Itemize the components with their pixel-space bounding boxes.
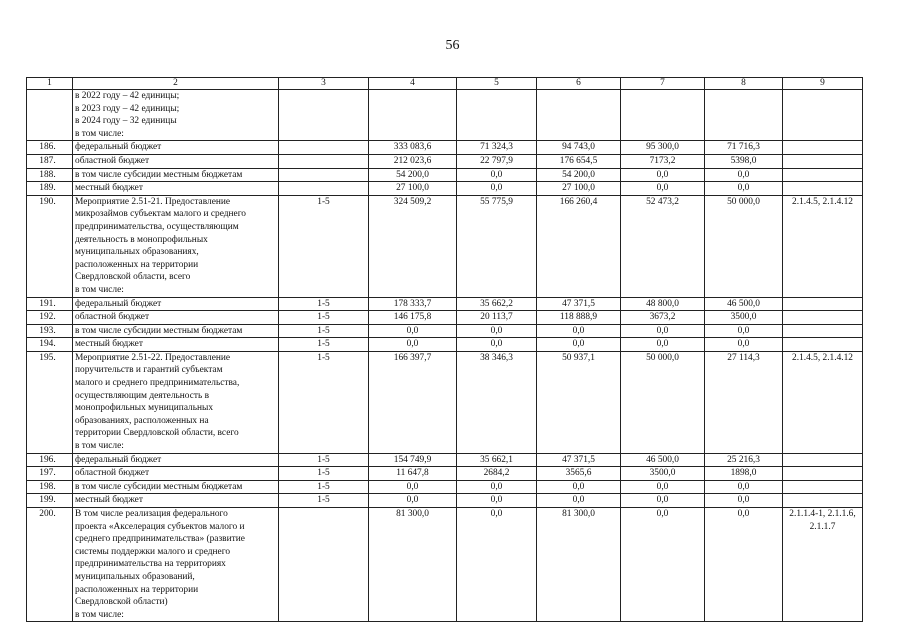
table-row	[27, 351, 863, 453]
description-line: муниципальных образованиях,	[75, 247, 199, 258]
table-row	[27, 467, 863, 481]
reference-cell	[783, 297, 863, 311]
reference-line: 2.1.4.5, 2.1.4.12	[792, 352, 853, 363]
table-row	[27, 508, 863, 622]
value-cell-col6: 50 937,1	[537, 351, 621, 453]
value-cell-col7: 50 000,0	[621, 351, 705, 453]
value-cell-col6: 118 888,9	[537, 311, 621, 325]
value-cell-col7: 3500,0	[621, 467, 705, 481]
value-cell-total: 324 509,2	[369, 195, 457, 297]
reference-cell	[783, 508, 863, 622]
table-row	[27, 90, 863, 141]
description-line: федеральный бюджет	[75, 298, 162, 309]
description-line: образованиях, расположенных на	[75, 415, 209, 426]
code-cell: 1-5	[279, 324, 369, 338]
reference-cell	[783, 168, 863, 182]
value-cell-col7: 0,0	[621, 168, 705, 182]
value-cell-col6: 27 100,0	[537, 182, 621, 196]
reference-cell	[783, 351, 863, 453]
column-header: 9	[783, 78, 863, 90]
value-cell-col6: 176 654,5	[537, 154, 621, 168]
description-line: областной бюджет	[75, 312, 150, 323]
description-line: муниципальных образований,	[75, 571, 195, 582]
description-line: среднего предпринимательства» (развитие	[75, 534, 245, 545]
description-line: областной бюджет	[75, 155, 150, 166]
description-line: в 2024 году – 32 единицы	[75, 116, 177, 127]
value-cell-col8: 0,0	[705, 182, 783, 196]
value-cell-col7: 46 500,0	[621, 453, 705, 467]
value-cell-total: 154 749,9	[369, 453, 457, 467]
value-cell-col5: 0,0	[457, 480, 537, 494]
value-cell-col7: 48 800,0	[621, 297, 705, 311]
value-cell-total: 54 200,0	[369, 168, 457, 182]
table-row	[27, 494, 863, 508]
value-cell-col6: 94 743,0	[537, 141, 621, 155]
row-number-cell: 196.	[27, 453, 73, 467]
code-cell	[279, 168, 369, 182]
page-number: 56	[445, 38, 460, 53]
value-cell-col8: 5398,0	[705, 154, 783, 168]
value-cell-col5: 71 324,3	[457, 141, 537, 155]
value-cell-total	[369, 90, 457, 141]
table-row	[27, 324, 863, 338]
value-cell-total: 178 333,7	[369, 297, 457, 311]
value-cell-col8: 0,0	[705, 508, 783, 622]
description-cell	[73, 154, 279, 168]
value-cell-col5: 35 662,1	[457, 453, 537, 467]
value-cell-col6: 0,0	[537, 324, 621, 338]
value-cell-col7: 0,0	[621, 494, 705, 508]
column-header: 1	[27, 78, 73, 90]
description-line: федеральный бюджет	[75, 142, 162, 153]
row-number-cell: 190.	[27, 195, 73, 297]
description-line: Мероприятие 2.51-21. Предоставление	[75, 196, 231, 207]
value-cell-col8: 0,0	[705, 168, 783, 182]
reference-line: 2.1.1.7	[809, 521, 836, 532]
value-cell-col6: 0,0	[537, 480, 621, 494]
value-cell-col6: 0,0	[537, 338, 621, 352]
description-line: Мероприятие 2.51-22. Предоставление	[75, 352, 231, 363]
value-cell-col7: 3673,2	[621, 311, 705, 325]
value-cell-col8: 71 716,3	[705, 141, 783, 155]
description-line: расположенных на территории	[75, 584, 199, 595]
row-number-cell: 197.	[27, 467, 73, 481]
row-number-cell: 200.	[27, 508, 73, 622]
code-cell: 1-5	[279, 453, 369, 467]
value-cell-col6	[537, 90, 621, 141]
description-cell	[73, 182, 279, 196]
reference-cell	[783, 338, 863, 352]
description-line: микрозаймов субъектам малого и среднего	[75, 209, 246, 220]
table-row	[27, 297, 863, 311]
value-cell-total: 27 100,0	[369, 182, 457, 196]
code-cell: 1-5	[279, 297, 369, 311]
code-cell	[279, 182, 369, 196]
row-number-cell: 191.	[27, 297, 73, 311]
value-cell-col5	[457, 90, 537, 141]
value-cell-total: 81 300,0	[369, 508, 457, 622]
table-row	[27, 338, 863, 352]
description-line: монопрофильных муниципальных	[75, 403, 214, 414]
description-line: в том числе субсидии местным бюджетам	[75, 169, 243, 180]
description-line: поручительств и гарантий субъектам	[75, 365, 223, 376]
row-number-cell: 186.	[27, 141, 73, 155]
value-cell-col8: 0,0	[705, 494, 783, 508]
table-row	[27, 453, 863, 467]
description-line: Свердловской области, всего	[75, 272, 191, 283]
value-cell-col6: 54 200,0	[537, 168, 621, 182]
description-line: малого и среднего предпринимательства,	[75, 378, 240, 389]
value-cell-col7	[621, 90, 705, 141]
row-number-cell: 193.	[27, 324, 73, 338]
value-cell-col5: 22 797,9	[457, 154, 537, 168]
description-cell	[73, 141, 279, 155]
value-cell-total: 166 397,7	[369, 351, 457, 453]
table-row	[27, 168, 863, 182]
value-cell-col8: 46 500,0	[705, 297, 783, 311]
column-header: 3	[279, 78, 369, 90]
table-row	[27, 154, 863, 168]
row-number-cell: 194.	[27, 338, 73, 352]
value-cell-col6: 3565,6	[537, 467, 621, 481]
code-cell	[279, 154, 369, 168]
value-cell-col5: 0,0	[457, 324, 537, 338]
code-cell: 1-5	[279, 480, 369, 494]
description-line: федеральный бюджет	[75, 454, 162, 465]
value-cell-col5: 0,0	[457, 508, 537, 622]
description-line: в том числе:	[75, 441, 124, 452]
description-cell	[73, 90, 279, 141]
description-line: осуществляющим деятельность в	[75, 390, 210, 401]
row-number-cell: 187.	[27, 154, 73, 168]
row-number-cell: 188.	[27, 168, 73, 182]
reference-cell	[783, 467, 863, 481]
value-cell-col5: 2684,2	[457, 467, 537, 481]
description-line: территории Свердловской области, всего	[75, 428, 239, 439]
reference-cell	[783, 324, 863, 338]
value-cell-total: 0,0	[369, 324, 457, 338]
table-row	[27, 195, 863, 297]
description-line: предпринимательства, осуществляющим	[75, 221, 239, 232]
code-cell: 1-5	[279, 467, 369, 481]
description-line: в том числе:	[75, 284, 124, 295]
value-cell-col7: 95 300,0	[621, 141, 705, 155]
description-cell	[73, 338, 279, 352]
row-number-cell: 198.	[27, 480, 73, 494]
reference-cell	[783, 90, 863, 141]
description-line: предпринимательства на территориях	[75, 559, 226, 570]
description-cell	[73, 351, 279, 453]
reference-cell	[783, 494, 863, 508]
value-cell-col5: 20 113,7	[457, 311, 537, 325]
description-line: деятельность в монопрофильных	[75, 234, 208, 245]
description-line: местный бюджет	[75, 495, 143, 506]
value-cell-col7: 0,0	[621, 182, 705, 196]
value-cell-col8: 0,0	[705, 324, 783, 338]
table-row	[27, 182, 863, 196]
value-cell-col8: 27 114,3	[705, 351, 783, 453]
description-cell	[73, 195, 279, 297]
value-cell-col8	[705, 90, 783, 141]
value-cell-col8: 3500,0	[705, 311, 783, 325]
value-cell-col5: 38 346,3	[457, 351, 537, 453]
value-cell-total: 146 175,8	[369, 311, 457, 325]
row-number-cell	[27, 90, 73, 141]
column-header: 6	[537, 78, 621, 90]
value-cell-col5: 0,0	[457, 494, 537, 508]
value-cell-total: 212 023,6	[369, 154, 457, 168]
description-cell	[73, 324, 279, 338]
value-cell-col8: 0,0	[705, 480, 783, 494]
column-header: 5	[457, 78, 537, 90]
description-line: в том числе субсидии местным бюджетам	[75, 481, 243, 492]
column-header: 2	[73, 78, 279, 90]
description-line: областной бюджет	[75, 468, 150, 479]
value-cell-col6: 0,0	[537, 494, 621, 508]
description-line: в том числе:	[75, 128, 124, 139]
reference-cell	[783, 480, 863, 494]
value-cell-col7: 0,0	[621, 508, 705, 622]
row-number-cell: 189.	[27, 182, 73, 196]
value-cell-total: 0,0	[369, 494, 457, 508]
description-line: Свердловской области)	[75, 597, 168, 608]
value-cell-col5: 0,0	[457, 182, 537, 196]
column-header: 4	[369, 78, 457, 90]
value-cell-total: 0,0	[369, 480, 457, 494]
value-cell-col5: 35 662,2	[457, 297, 537, 311]
value-cell-col8: 0,0	[705, 338, 783, 352]
description-line: в 2022 году – 42 единицы;	[75, 91, 180, 101]
value-cell-col7: 0,0	[621, 480, 705, 494]
description-line: системы поддержки малого и среднего	[75, 546, 231, 557]
reference-cell	[783, 182, 863, 196]
description-cell	[73, 467, 279, 481]
description-line: расположенных на территории	[75, 259, 199, 270]
description-cell	[73, 453, 279, 467]
value-cell-col6: 47 371,5	[537, 453, 621, 467]
code-cell: 1-5	[279, 311, 369, 325]
description-cell	[73, 480, 279, 494]
table-row	[27, 141, 863, 155]
value-cell-col7: 7173,2	[621, 154, 705, 168]
code-cell: 1-5	[279, 494, 369, 508]
code-cell	[279, 141, 369, 155]
value-cell-col6: 166 260,4	[537, 195, 621, 297]
value-cell-col6: 47 371,5	[537, 297, 621, 311]
value-cell-col7: 0,0	[621, 338, 705, 352]
code-cell: 1-5	[279, 195, 369, 297]
code-cell	[279, 90, 369, 141]
value-cell-col8: 25 216,3	[705, 453, 783, 467]
reference-cell	[783, 453, 863, 467]
value-cell-col5: 55 775,9	[457, 195, 537, 297]
code-cell: 1-5	[279, 338, 369, 352]
row-number-cell: 192.	[27, 311, 73, 325]
description-line: В том числе реализация федерального	[75, 509, 228, 519]
value-cell-col5: 0,0	[457, 338, 537, 352]
row-number-cell: 199.	[27, 494, 73, 508]
row-number-cell: 195.	[27, 351, 73, 453]
value-cell-col5: 0,0	[457, 168, 537, 182]
code-cell: 1-5	[279, 351, 369, 453]
value-cell-col8: 1898,0	[705, 467, 783, 481]
description-line: в том числе субсидии местным бюджетам	[75, 325, 243, 336]
column-header: 8	[705, 78, 783, 90]
value-cell-total: 333 083,6	[369, 141, 457, 155]
description-line: в том числе:	[75, 609, 124, 620]
description-cell	[73, 508, 279, 622]
reference-line: 2.1.1.4-1, 2.1.1.6,	[789, 509, 856, 519]
description-line: в 2023 году – 42 единицы;	[75, 103, 180, 114]
value-cell-col8: 50 000,0	[705, 195, 783, 297]
table-row	[27, 480, 863, 494]
value-cell-col6: 81 300,0	[537, 508, 621, 622]
description-cell	[73, 168, 279, 182]
reference-cell	[783, 311, 863, 325]
reference-cell	[783, 141, 863, 155]
description-line: местный бюджет	[75, 183, 143, 194]
reference-cell	[783, 154, 863, 168]
description-line: проекта «Акселерация субъектов малого и	[75, 521, 245, 532]
description-line: местный бюджет	[75, 339, 143, 350]
description-cell	[73, 297, 279, 311]
description-cell	[73, 494, 279, 508]
table-row	[27, 311, 863, 325]
value-cell-col7: 0,0	[621, 324, 705, 338]
code-cell	[279, 508, 369, 622]
value-cell-col7: 52 473,2	[621, 195, 705, 297]
table-header-row	[27, 78, 863, 90]
value-cell-total: 11 647,8	[369, 467, 457, 481]
reference-cell	[783, 195, 863, 297]
column-header: 7	[621, 78, 705, 90]
reference-line: 2.1.4.5, 2.1.4.12	[792, 196, 853, 207]
description-cell	[73, 311, 279, 325]
budget-table	[26, 77, 863, 622]
value-cell-total: 0,0	[369, 338, 457, 352]
